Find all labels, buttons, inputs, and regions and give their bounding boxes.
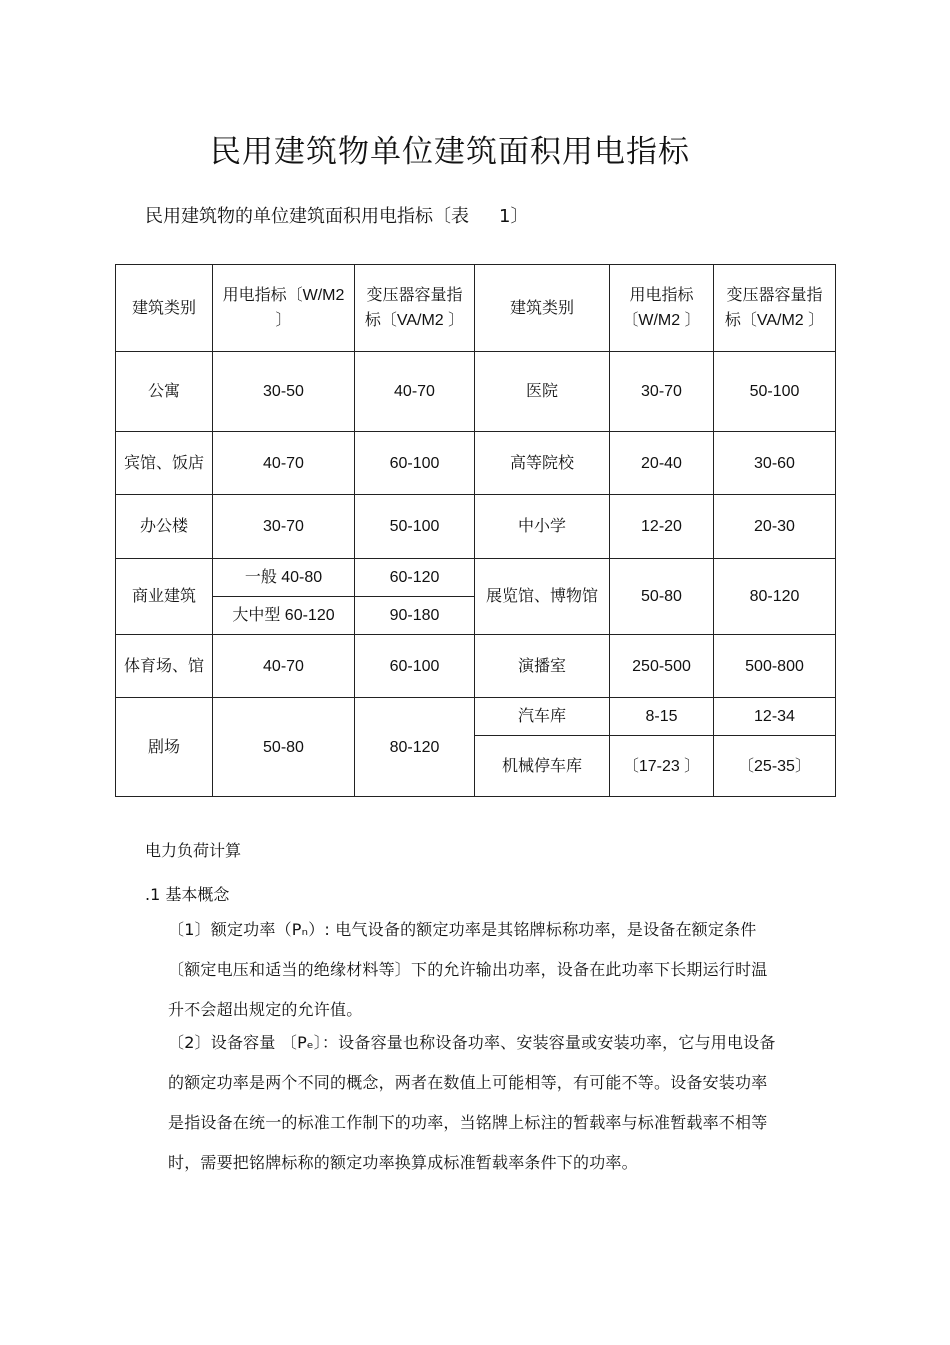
table-row <box>116 495 836 559</box>
power-index-table <box>115 264 836 797</box>
table-cell: 中小学 <box>475 495 610 559</box>
paragraph-equipment-capacity: 〔2〕设备容量 〔Pₑ〕：设备容量也称设备功率、安装容量或安装功率，它与用电设备的额定功率是两个不同的概念，两者在数值上可能相等，有可能不等。设备安装功率是指设备在统一的标准工作制下的功率，当铭牌上标注的暂载率与标准暂载率不相等时，需要把铭牌标称的额定功率换算成标准暂载率条件下的功率。 <box>168 1033 776 1172</box>
table-caption-text: 民用建筑物的单位建筑面积用电指标〔表 <box>145 206 469 227</box>
table-row <box>116 635 836 698</box>
table-cell: 一般 40-80 <box>213 559 355 597</box>
table-cell: 90-180 <box>355 597 475 635</box>
table-cell: 30-50 <box>213 352 355 432</box>
table-cell: 高等院校 <box>475 432 610 495</box>
table-cell: 250-500 <box>610 635 714 698</box>
table-cell: 展览馆、博物馆 <box>475 559 610 635</box>
table-cell: 〔25-35〕 <box>714 736 836 797</box>
header-cell: 建筑类别 <box>475 265 610 352</box>
table-cell: 20-30 <box>714 495 836 559</box>
table-cell: 演播室 <box>475 635 610 698</box>
table-cell: 40-70 <box>213 432 355 495</box>
table-cell: 12-20 <box>610 495 714 559</box>
table-cell: 30-70 <box>610 352 714 432</box>
table-row <box>116 352 836 432</box>
table-cell: 宾馆、饭店 <box>116 432 213 495</box>
paragraph-rated-power: 〔1〕额定功率（Pₙ）: 电气设备的额定功率是其铭牌标称功率，是设备在额定条件〔额定电压和适当的绝缘材料等〕下的允许输出功率，设备在此功率下长期运行时温升不会超出规定的允许值。 <box>168 920 768 1019</box>
table-cell: 公寓 <box>116 352 213 432</box>
table-cell: 汽车库 <box>475 698 610 736</box>
table-row <box>116 432 836 495</box>
table-cell: 500-800 <box>714 635 836 698</box>
header-cell: 变压器容量指标〔VA/M2 〕 <box>714 265 836 352</box>
table-row-commercial <box>116 559 836 597</box>
table-caption-number: 1〕 <box>499 206 529 227</box>
table-cell: 80-120 <box>355 698 475 797</box>
table-row-theater <box>116 698 836 736</box>
header-cell: 用电指标〔W/M2 〕 <box>610 265 714 352</box>
header-cell: 变压器容量指标〔VA/M2 〕 <box>355 265 475 352</box>
table-cell: 60-120 <box>355 559 475 597</box>
document-title: 民用建筑物单位建筑面积用电指标 <box>210 134 690 170</box>
table-cell: 机械停车库 <box>475 736 610 797</box>
table-cell: 商业建筑 <box>116 559 213 635</box>
table-cell: 〔17-23 〕 <box>610 736 714 797</box>
table-cell: 50-80 <box>610 559 714 635</box>
table-cell: 体育场、馆 <box>116 635 213 698</box>
section-heading: 电力负荷计算 <box>145 841 242 860</box>
header-cell: 用电指标〔W/M2 〕 <box>213 265 355 352</box>
header-cell: 建筑类别 <box>116 265 213 352</box>
table-cell: 大中型 60-120 <box>213 597 355 635</box>
table-cell: 剧场 <box>116 698 213 797</box>
table-cell: 80-120 <box>714 559 836 635</box>
table-cell: 20-40 <box>610 432 714 495</box>
table-cell: 40-70 <box>213 635 355 698</box>
table-cell: 40-70 <box>355 352 475 432</box>
table-cell: 办公楼 <box>116 495 213 559</box>
table-cell: 8-15 <box>610 698 714 736</box>
table-header-row <box>116 265 836 352</box>
subsection-heading: .1 基本概念 <box>145 885 230 904</box>
table-cell: 50-100 <box>355 495 475 559</box>
table-caption <box>145 202 528 228</box>
table-cell: 60-100 <box>355 432 475 495</box>
table-cell: 医院 <box>475 352 610 432</box>
table-cell: 30-70 <box>213 495 355 559</box>
table-cell: 12-34 <box>714 698 836 736</box>
table-cell: 50-80 <box>213 698 355 797</box>
table-cell: 60-100 <box>355 635 475 698</box>
table-cell: 30-60 <box>714 432 836 495</box>
table-cell: 50-100 <box>714 352 836 432</box>
